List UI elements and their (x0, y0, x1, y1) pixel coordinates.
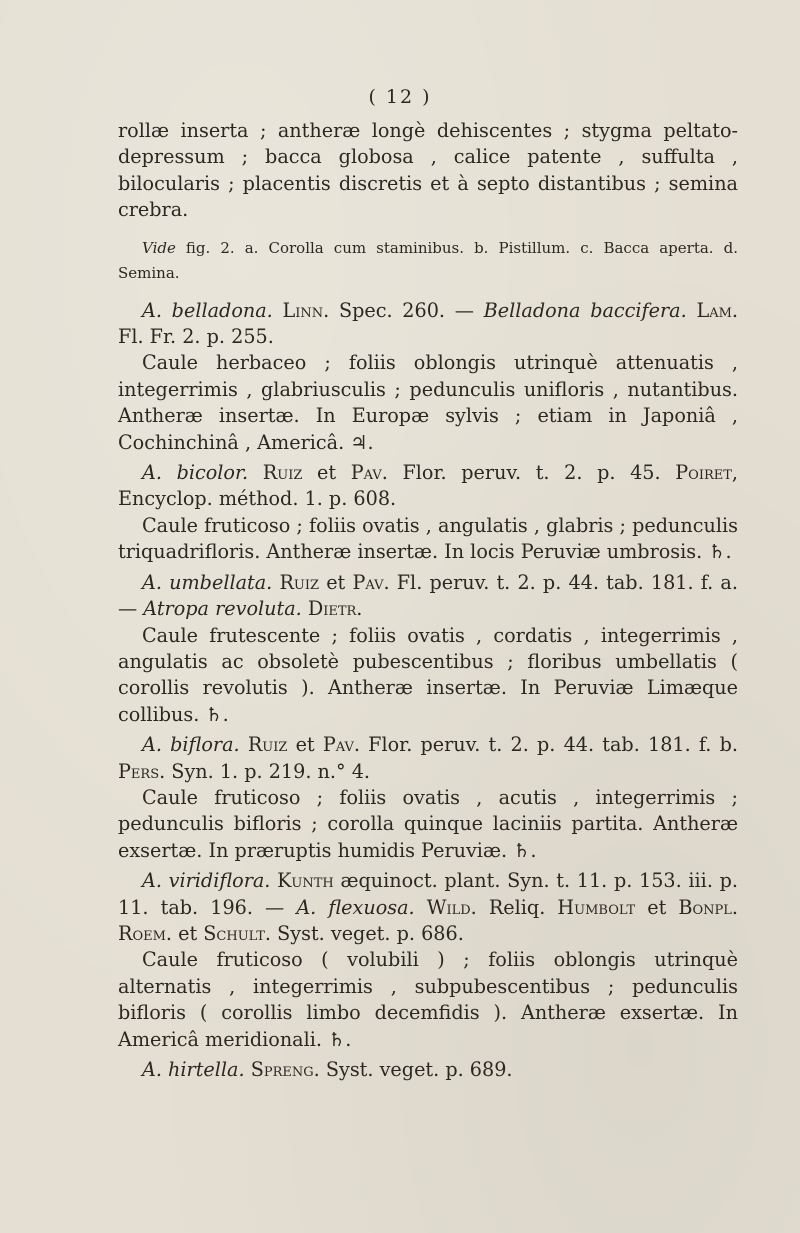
figure-note: Vide fig. 2. a. Corolla cum staminibus. b. Pistillum. c. Bacca aperta. d. Semina. (118, 238, 738, 282)
species-heading-belladona: A. belladona. Linn. Spec. 260. — Belladona baccifera. Lam. Fl. Fr. 2. p. 255. (118, 298, 738, 349)
species-heading-biflora: A. biflora. Ruiz et Pav. Flor. peruv. t. 2. p. 44. tab. 181. f. b. Pers. Syn. 1. p. 219. n.° 4. (118, 733, 738, 783)
page-text (118, 118, 738, 1083)
species-description-bicolor: Caule fruticoso ; foliis ovatis , angulatis , glabris ; pedunculis triquadrifloris. Antheræ insertæ. In locis Peruviæ umbrosis. ♄. (118, 513, 738, 564)
species-description-biflora: Caule fruticoso ; foliis ovatis , acutis , integerrimis ; pedunculis bifloris ; corolla quinque laciniis partita. Antheræ exsertæ. In præruptis humidis Peruviæ. ♄. (118, 785, 738, 862)
species-heading-viridiflora: A. viridiflora. Kunth æquinoct. plant. Syn. t. 11. p. 153. iii. p. 11. tab. 196. — A. flexuosa. Wild. Reliq. Humbolt et Bonpl. Roem. et Schult. Syst. veget. p. 686. (118, 869, 739, 945)
species-heading-hirtella: A. hirtella. Spreng. Syst. veget. p. 689. (142, 1058, 513, 1081)
species-heading-bicolor: A. bicolor. Ruiz et Pav. Flor. peruv. t. 2. p. 45. Poiret, Encyclop. méthod. 1. p. 608. (118, 461, 739, 511)
intro-paragraph: rollæ inserta ; antheræ longè dehiscentes ; stygma peltato-depressum ; bacca globosa , calice patente , suffulta , bilocularis ; placentis discretis et à septo distantibus ; semina crebra. (118, 119, 738, 222)
species-description-umbellata: Caule frutescente ; foliis ovatis , cordatis , integerrimis , angulatis ac obsoletè pubescentibus ; floribus umbellatis ( corollis revolutis ). Antheræ insertæ. In Peruviæ Limæque collibus. ♄. (118, 623, 738, 726)
page-number: ( 12 ) (368, 86, 432, 108)
species-description-belladona: Caule herbaceo ; foliis oblongis utrinquè attenuatis , integerrimis , glabriusculis ; pedunculis unifloris , nutantibus. Antheræ insertæ. In Europæ sylvis ; etiam in Japoniâ , Cochinchinâ , Americâ. ♃. (118, 351, 738, 454)
species-heading-umbellata: A. umbellata. Ruiz et Pav. Fl. peruv. t. 2. p. 44. tab. 181. f. a. — Atropa revoluta. Dietr. (118, 570, 738, 621)
species-description-viridiflora: Caule fruticoso ( volubili ) ; foliis oblongis utrinquè alternatis , integerrimis , subpubescentibus ; pedunculis bifloris ( corollis limbo decemfidis ). Antheræ exsertæ. In Americâ meridionali. ♄. (118, 948, 738, 1051)
